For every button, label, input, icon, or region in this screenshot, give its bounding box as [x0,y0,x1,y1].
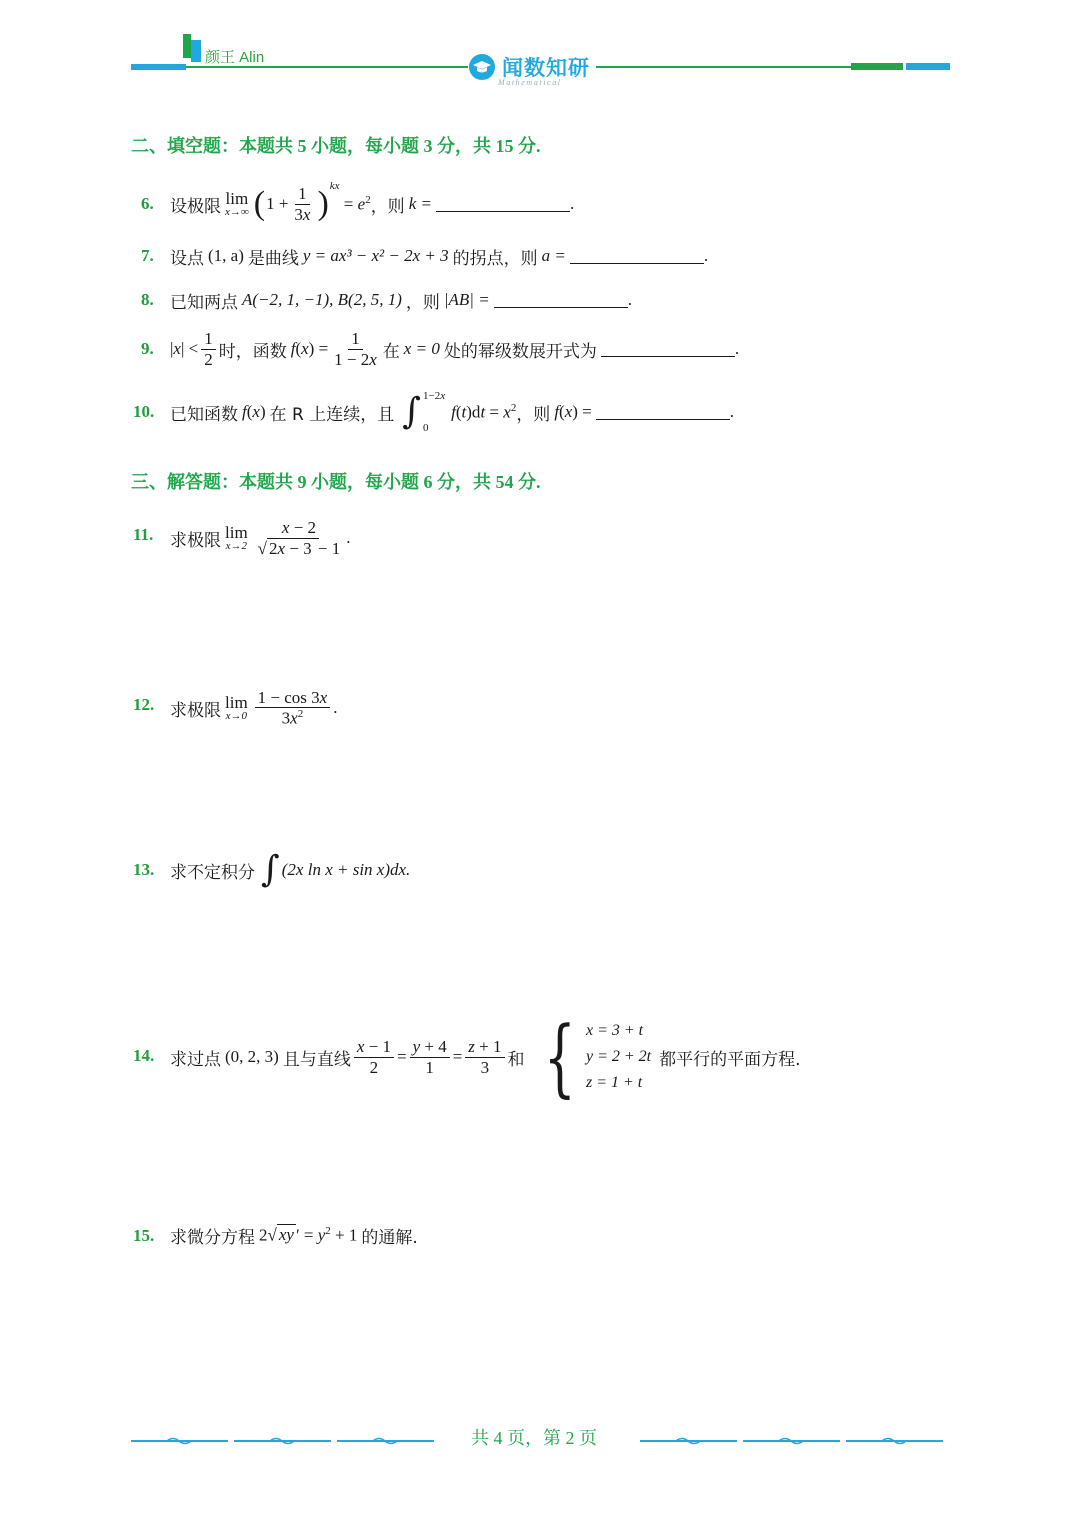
system-line: z = 1 + t [585,1074,643,1091]
problem-text: 处的幂级数展开式为 [443,341,597,362]
problem-number: 13. [133,860,155,879]
fraction: $\frac{1}{3x}$ [294,183,311,224]
fraction: $\frac{x - 1}{2}$ [354,1037,394,1077]
fraction: $\frac{1 - \cos 3x}{3x^2}$ [255,688,331,729]
problem-number: 10. [133,402,155,421]
math-expression: (2x ln x + sin x)dx. [281,860,411,879]
fraction: $\frac{z + 1}{3}$ [465,1037,504,1077]
problem-text: 求极限 [170,700,221,721]
problem-text: 在 [382,341,400,362]
problem-11: 求极限 lim x→2 $\frac{x - 2}{√ 2x - 3 - 1}$ . [170,517,351,558]
answer-blank[interactable] [601,342,735,357]
brand-name: 颜王 Alin [205,49,265,66]
problem-text: 求极限 [170,530,221,551]
math-point: (0, 2, 3) [225,1047,279,1066]
problem-text: 求不定积分 [170,862,255,883]
problem-text: 时，函数 [218,341,287,362]
equation-system: { x = 3 + t y = 2 + 2t z = 1 + t [543,1008,652,1106]
problem-text: ，则 [405,292,440,313]
problem-text: 设极限 [170,196,221,217]
answer-blank[interactable] [596,405,730,420]
fraction: $\frac{1}{2}$ [201,329,216,369]
problem-15: 求微分方程 2√ xy ′ = $y^2 + 1$ 的通解. [170,1220,418,1250]
problem-12: 求极限 lim x→0 $\frac{1 - \cos 3x}{3x^2}$ . [170,687,338,728]
fraction: $\frac{x - 2}{√ 2x - 3 - 1}$ [257,517,341,558]
problem-text: 和 [507,1049,525,1070]
problem-number: 8. [141,290,154,309]
limit-operator: lim x→∞ [225,189,249,218]
ornament-icon [167,1436,191,1446]
math-point: (1, a) [208,246,244,265]
header-rule-left-accent [131,64,186,70]
header-rule-right-block [851,63,903,70]
problem-text: 已知两点 [170,292,238,313]
section-title-fill-in: 二、填空题：本题共 5 小题，每小题 3 分，共 15 分. [131,136,541,156]
answer-blank[interactable] [570,249,704,264]
problem-text: 是曲线 [247,248,299,269]
problem-text: 设点 [170,248,204,269]
math-expression: y = ax³ − x² − 2x + 3 [302,246,449,265]
header-rule-right-accent [906,63,950,70]
brand-logo-icon [183,34,203,66]
page-count: 共 4 页，第 2 页 [471,1428,597,1448]
fraction: $\frac{1}{1 - 2x}$ [334,328,377,369]
header-rule-right [596,66,851,68]
site-name: 闻数知研 [502,56,590,80]
problem-text: 都平行的平面方程. [659,1049,801,1070]
problem-text: 在 R 上连续，且 [269,404,395,425]
problem-number: 14. [133,1046,155,1065]
ornament-icon [373,1436,397,1446]
problem-6: 设极限 lim x→∞ ( 1 + $\frac{1}{3x}$ ) $^{kx}$ = $e^2$ ，则 k = . [170,180,575,224]
problem-9: |x| < $\frac{1}{2}$ 时，函数 f(x) = $\frac{1}{1 - 2x}$ 在 x = 0 处的幂级数展开式为 . [170,328,740,369]
problem-13: 求不定积分 ∫ (2x ln x + sin x)dx. [170,849,411,890]
problem-text: 的通解. [361,1227,418,1248]
problem-text: 且与直线 [282,1049,351,1070]
problem-8: 已知两点 A(−2, 1, −1), B(2, 5, 1) ，则 |AB| = . [170,286,632,314]
answer-variable: |AB| = [443,290,490,309]
ornament-icon [882,1436,906,1446]
problem-number: 9. [141,339,154,358]
ornament-icon [676,1436,700,1446]
site-subtitle: Mathematical [498,78,562,87]
problem-text: 求微分方程 [170,1227,255,1248]
math-expression: x = 0 [403,339,440,358]
system-line: y = 2 + 2t [585,1048,652,1065]
answer-blank[interactable] [436,197,570,212]
problem-number: 15. [133,1226,155,1245]
problem-text: ，则 [516,404,551,425]
problem-text: 的拐点，则 [452,248,538,269]
math-expression: A(−2, 1, −1), B(2, 5, 1) [242,290,402,309]
problem-text: 已知函数 [170,404,238,425]
problem-number: 11. [133,525,154,544]
answer-variable: a = [541,246,566,265]
graduation-cap-icon [468,53,496,81]
header-rule-left [186,66,468,68]
system-line: x = 3 + t [585,1022,644,1039]
fraction: $\frac{y + 4}{1}$ [410,1037,450,1077]
problem-text: 求过点 [170,1049,221,1070]
problem-number: 6. [141,194,154,213]
answer-blank[interactable] [494,293,628,308]
problem-number: 7. [141,246,154,265]
problem-14: 求过点 (0, 2, 3) 且与直线 $\frac{x - 1}{2}$ = $\frac{y + 4}{1}$ = $\frac{z + 1}{3}$ 和 { x = 3 + t y = 2 + 2t z = 1 + t 都平行的平面方程. [170,1008,801,1106]
section-title-answer: 三、解答题：本题共 9 小题，每小题 6 分，共 54 分. [131,472,541,492]
problem-7: 设点 (1, a) 是曲线 y = ax³ − x² − 2x + 3 的拐点，则 a = . [170,242,708,270]
answer-variable: k = [408,194,432,213]
problem-number: 12. [133,695,155,714]
problem-10: 已知函数 f(x) 在 R 上连续，且 ∫ 1−2x 0 $f(t)dt = x^2$ ，则 f(x) = . [170,390,735,434]
ornament-icon [779,1436,803,1446]
problem-text: ，则 [370,196,405,217]
ornament-icon [270,1436,294,1446]
